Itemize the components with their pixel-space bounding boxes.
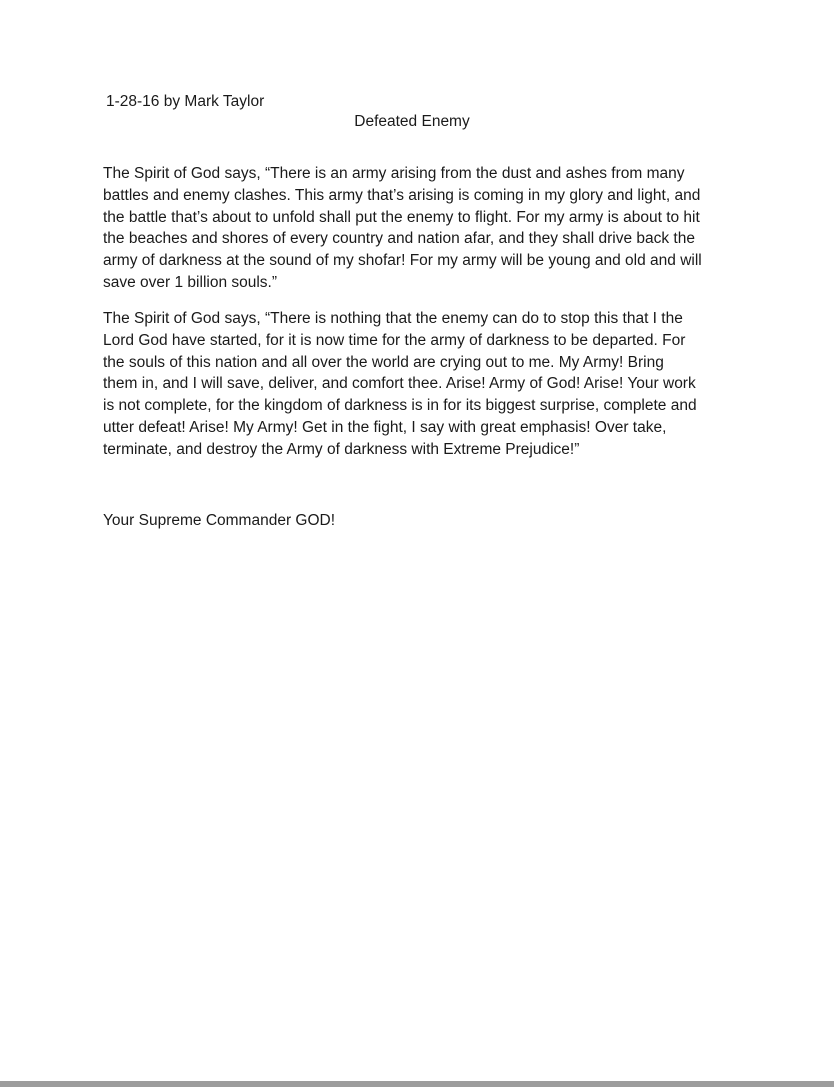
- paragraph-line: Lord God have started, for it is now time for the army of darkness to be departed. For: [103, 331, 686, 349]
- paragraph-line: the battle that’s about to unfold shall put the enemy to flight. For my army is about to hit: [103, 208, 700, 226]
- paragraph-line: The Spirit of God says, “There is an army arising from the dust and ashes from many: [103, 165, 685, 182]
- paragraph-line: the souls of this nation and all over the world are crying out to me. My Army! Bring: [103, 353, 664, 371]
- paragraph-1: [103, 163, 753, 294]
- paragraph-line: army of darkness at the sound of my shofar! For my army will be young and old and will: [103, 252, 702, 270]
- byline: 1-28-16 by Mark Taylor: [106, 93, 265, 110]
- paragraph-line: terminate, and destroy the Army of darkness with Extreme Prejudice!”: [103, 440, 580, 458]
- paragraph-line: save over 1 billion souls.”: [103, 273, 278, 291]
- signature: Your Supreme Commander GOD!: [103, 512, 336, 529]
- page-bottom-edge: [0, 1081, 834, 1087]
- paragraph-line: is not complete, for the kingdom of darkness is in for its biggest surprise, complete and: [103, 397, 697, 415]
- paragraph-2: [103, 308, 753, 461]
- paragraph-line: the beaches and shores of every country and nation afar, and they shall drive back the: [103, 230, 695, 248]
- paragraph-line: The Spirit of God says, “There is nothing that the enemy can do to stop this that I the: [103, 310, 683, 327]
- paragraph-line: them in, and I will save, deliver, and comfort thee. Arise! Army of God! Arise! Your work: [103, 375, 696, 393]
- paragraph-line: battles and enemy clashes. This army that’s arising is coming in my glory and light, and: [103, 186, 701, 204]
- document-title: Defeated Enemy: [354, 113, 470, 130]
- paragraph-line: utter defeat! Arise! My Army! Get in the fight, I say with great emphasis! Over take,: [103, 418, 667, 436]
